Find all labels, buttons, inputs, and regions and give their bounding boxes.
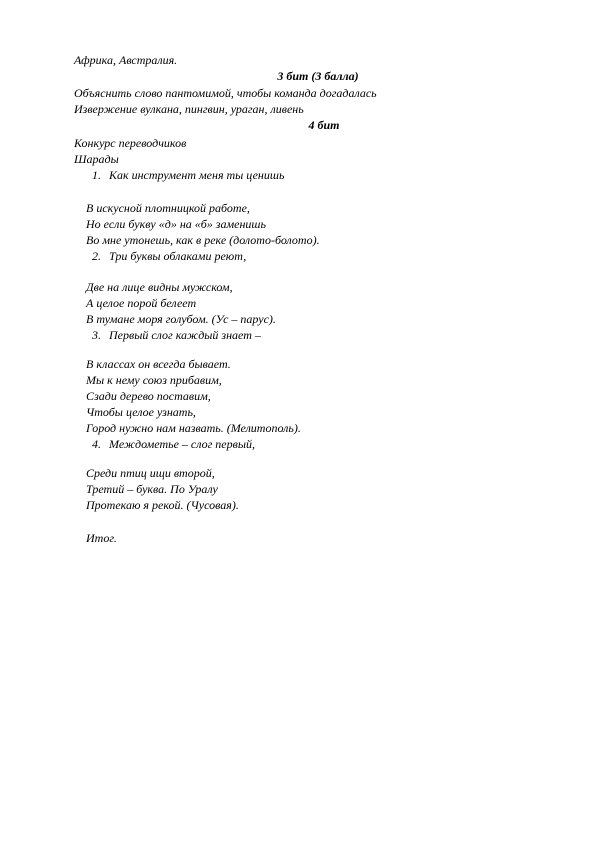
charade-2-line-3: В тумане моря голубом. (Ус – парус). <box>86 312 276 326</box>
charade-3-line-3: Сзади дерево поставим, <box>86 389 211 403</box>
charade-2-line-2: А целое порой белеет <box>86 296 197 310</box>
charade-1-line-3: Во мне утонешь, как в реке (долото-болото). <box>86 233 320 247</box>
contest-title: Конкурс переводчиков <box>74 136 187 150</box>
charade-4-number: 4. <box>92 437 101 451</box>
charade-3-first-line <box>92 329 261 342</box>
charade-3-line-1: В классах он всегда бывает. <box>86 357 231 371</box>
charade-1-first-line <box>92 169 284 182</box>
charades-title: Шарады <box>74 152 119 166</box>
charade-1-line-1: В искусной плотницкой работе, <box>86 201 250 215</box>
charade-4-first-line <box>92 438 255 451</box>
charade-4-line-1: Среди птиц ищи второй, <box>86 466 215 480</box>
charade-4-text: Междометье – слог первый, <box>109 437 255 451</box>
charade-1-text: Как инструмент меня ты ценишь <box>109 168 285 182</box>
charade-2-line-1: Две на лице видны мужском, <box>86 280 233 294</box>
charade-4-line-2: Третий – буква. По Уралу <box>86 482 218 496</box>
charade-3-text: Первый слог каждый знает – <box>109 328 261 342</box>
day4-heading: 4 бит <box>308 118 340 132</box>
summary-line: Итог. <box>86 531 117 545</box>
charade-1-line-2: Но если букву «д» на «б» заменишь <box>86 217 266 231</box>
charade-3-line-2: Мы к нему союз прибавим, <box>86 373 222 387</box>
charade-3-line-4: Чтобы целое узнать, <box>86 405 196 419</box>
pantomime-words: Извержение вулкана, пингвин, ураган, ливень <box>74 102 304 116</box>
continents-line: Африка, Австралия. <box>74 53 178 67</box>
charade-2-number: 2. <box>92 249 101 263</box>
charade-2-text: Три буквы облаками реют, <box>109 249 247 263</box>
charade-3-line-5: Город нужно нам назвать. (Мелитополь). <box>86 421 301 435</box>
day3-heading: 3 бит (3 балла) <box>277 69 359 83</box>
charade-4-line-3: Протекаю я рекой. (Чусовая). <box>86 498 239 512</box>
pantomime-task: Объяснить слово пантомимой, чтобы команда догадалась <box>74 86 377 100</box>
charade-2-first-line <box>92 250 246 263</box>
charade-3-number: 3. <box>92 328 101 342</box>
charade-1-number: 1. <box>92 168 101 182</box>
